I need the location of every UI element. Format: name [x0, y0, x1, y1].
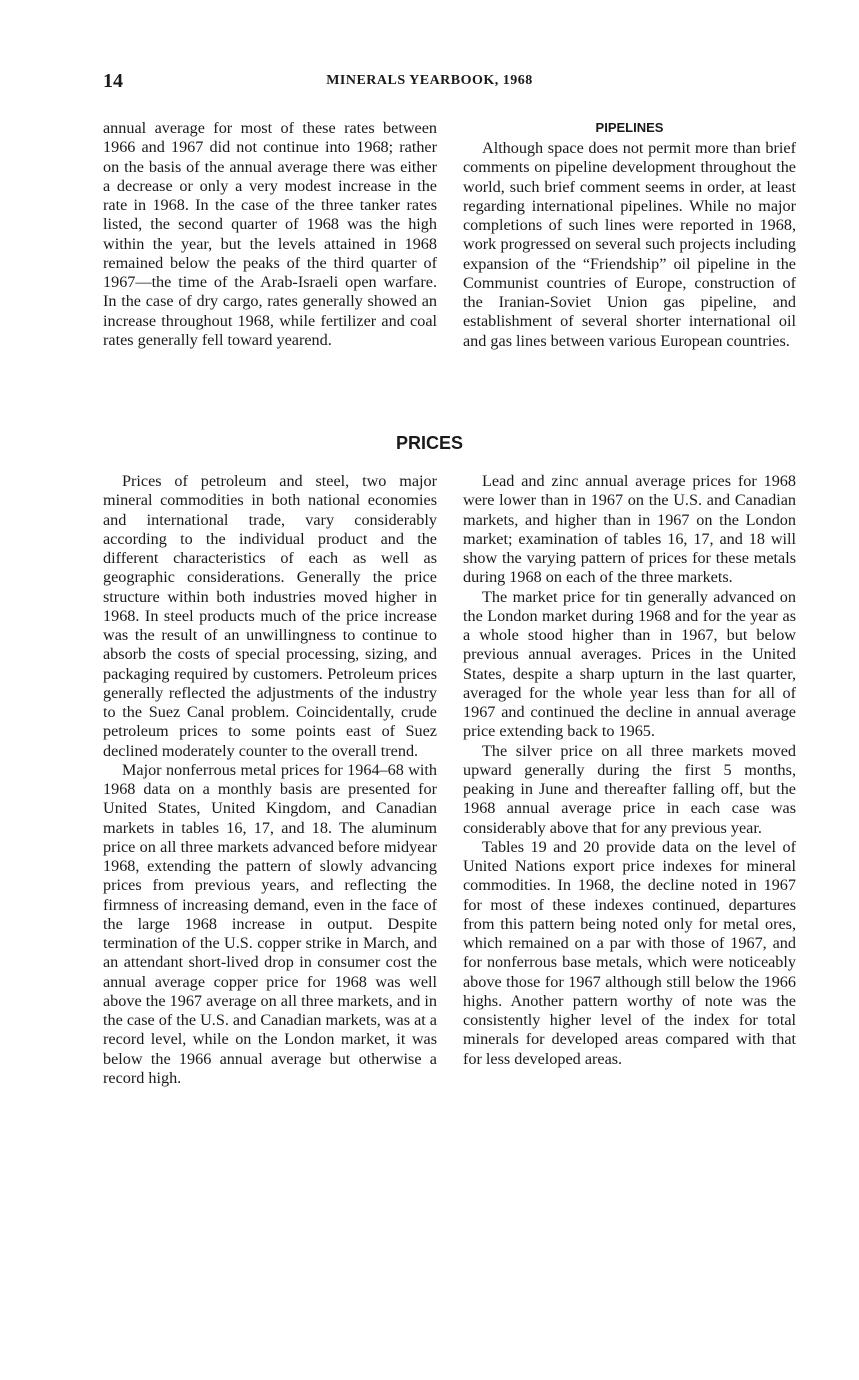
- prices-right-column: [463, 472, 796, 1069]
- running-title: MINERALS YEARBOOK, 1968: [326, 73, 533, 88]
- prices-heading: PRICES: [395, 433, 464, 453]
- pipelines-section: [463, 118, 796, 351]
- prices-paragraph-silver: The silver price on all three markets moved upward generally during the first 5 months, peaking in June and thereafter falling off, but the 1968 annual average price in each case was considerably above that for any previous year.: [463, 741, 796, 837]
- pipelines-heading: PIPELINES: [595, 120, 664, 135]
- prices-paragraph-lead-zinc: Lead and zinc annual average prices for 1968 were lower than in 1967 on the U.S. and Canadian markets, and higher than in 1967 on the London market; examination of tables 16, 17, and 18 will show the varying pattern of prices for these metals during 1968 on each of the three markets.: [463, 472, 796, 587]
- prices-paragraph-tin: The market price for tin generally advanced on the London market during 1968 and for the year as a whole stood higher than in 1967, but below previous annual averages. Prices in the United States, despite a sharp upturn in the last quarter, averaged for the whole year less than for all of 1967 and continued the decline in annual average price extending back to 1965.: [463, 587, 796, 741]
- prices-paragraph-indexes: Tables 19 and 20 provide data on the level of United Nations export price indexes for mineral commodities. In 1968, the decline noted in 1967 for most of these indexes continued, departures from this pattern being noted only for metal ores, which remained on a par with those of 1967, and for nonferrous base metals, which were noticeably above those for 1967 although still below the 1966 highs. Another pattern worthy of note was the consistently higher level of the index for total minerals for developed areas compared with that for less developed areas.: [463, 837, 796, 1068]
- prices-paragraph-nonferrous: Major nonferrous metal prices for 1964–68 with 1968 data on a monthly basis are presented for United States, United Kingdom, and Canadian markets in tables 16, 17, and 18. The aluminum price on all three markets advanced before midyear 1968, extending the pattern of slowly advancing prices from previous years, and reflecting the firmness of increasing demand, even in the face of the large 1968 increase in output. Despite termination of the U.S. copper strike in March, and an attendant short-lived drop in consumer cost the annual average copper price for 1968 was well above the 1967 average on all three markets, and in the case of the U.S. and Canadian markets, was at a record level, while on the London market, it was below the 1966 annual average but otherwise a record high.: [103, 760, 437, 1087]
- pipelines-paragraph: Although space does not permit more than brief comments on pipeline development throughout the world, such brief comment seems in order, at least regarding international pipelines. While no major completions of such lines were reported in 1968, work progressed on several such projects including expansion of the “Friendship” oil pipeline in the Communist countries of Europe, construction of the Iranian-Soviet Union gas pipeline, and establishment of several shorter international oil and gas lines between various European countries.: [463, 139, 796, 350]
- prices-left-column: [103, 472, 437, 1088]
- prices-paragraph-petroleum-steel: Prices of petroleum and steel, two major mineral commodities in both national economies and international trade, vary considerably according to the individual product and the different characteristics of each as well as geographic considerations. Generally the price structure within both industries moved higher in 1968. In steel products much of the price increase was the result of an unwillingness to continue to absorb the costs of special processing, sizing, and packaging required by customers. Petroleum prices generally reflected the adjustments of the industry to the Suez Canal problem. Coincidentally, crude petroleum prices to some points east of Suez declined moderately counter to the overall trend.: [103, 472, 437, 760]
- top-left-column: [103, 119, 437, 350]
- continued-paragraph: annual average for most of these rates between 1966 and 1967 did not continue into 1968; rather on the basis of the annual average there was either a decrease or only a very modest increase in the rate in 1968. In the case of the three tanker rates listed, the second quarter of 1968 was the high within the year, but the levels attained in 1968 remained below the peaks of the third quarter of 1967—the time of the Arab-Israeli open warfare. In the case of dry cargo, rates generally showed an increase throughout 1968, while fertilizer and coal rates generally fell toward yearend.: [103, 119, 437, 349]
- page-number: 14: [103, 70, 123, 92]
